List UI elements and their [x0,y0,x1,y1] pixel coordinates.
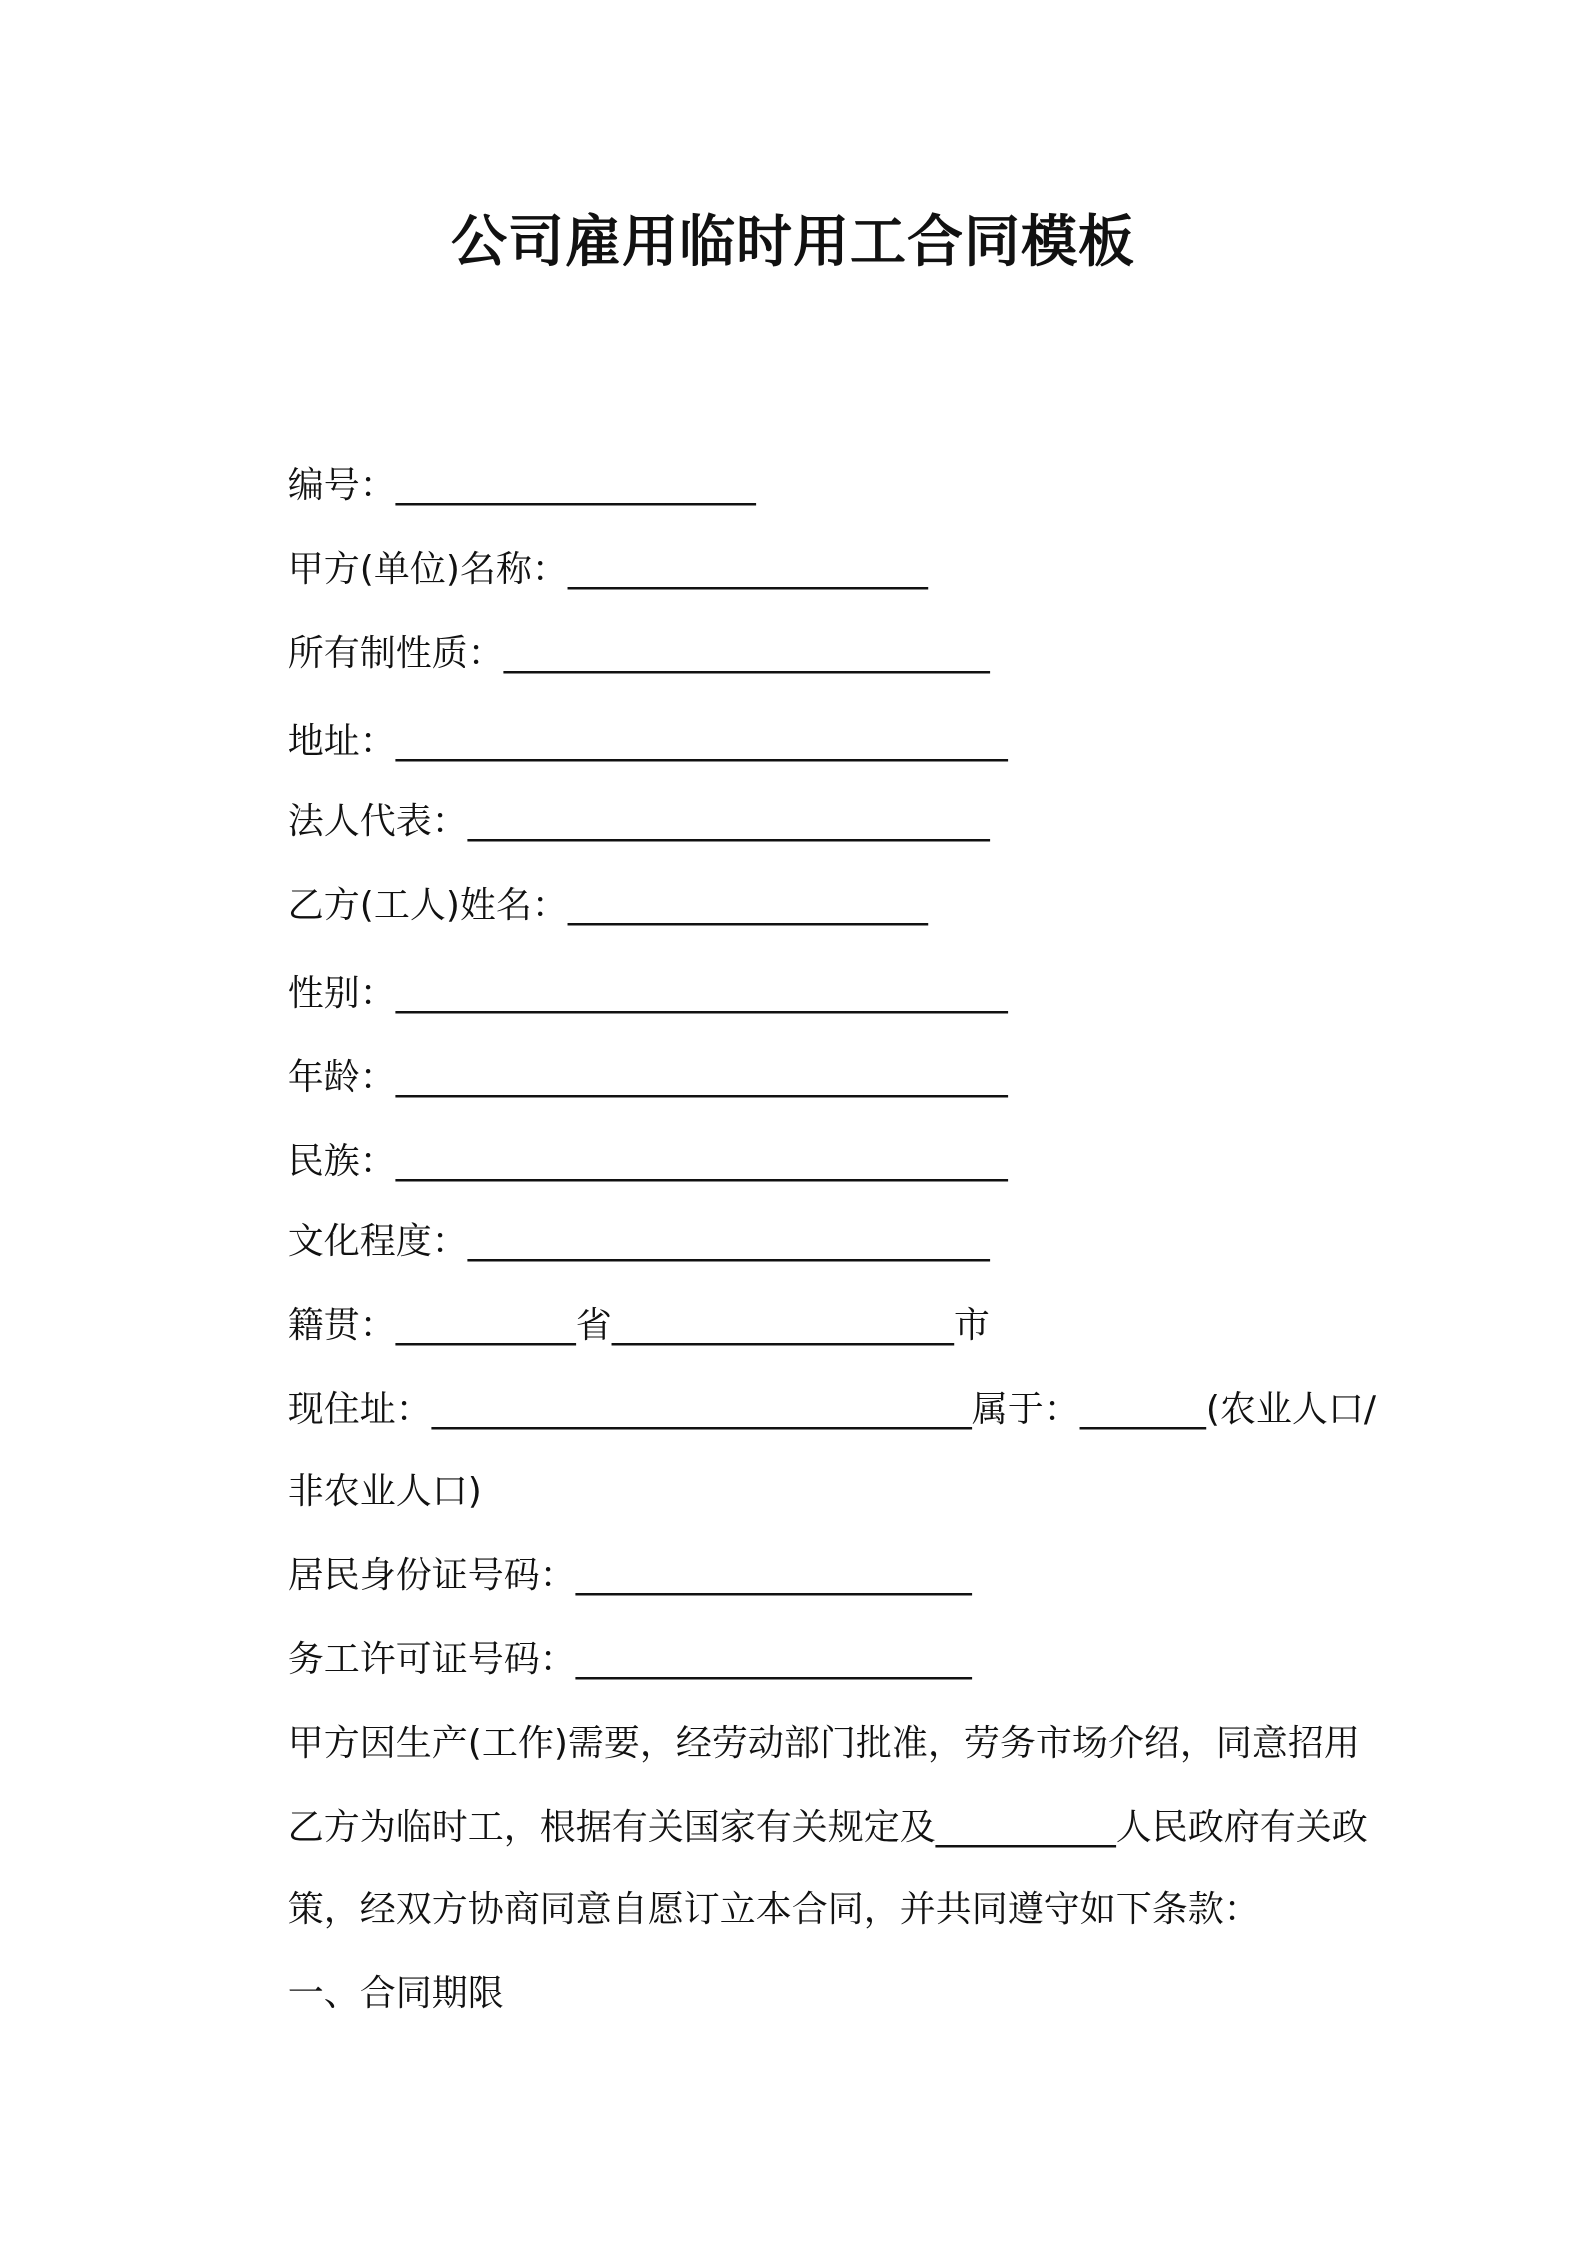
field-blank[interactable]: ______________________ [575,1555,972,1596]
section-heading-contract-term [242,1922,504,2066]
field-blank[interactable]: ______________________________ [431,1389,972,1430]
paragraph-text: 乙方为临时工，根据有关国家有关规定及 [287,1807,936,1848]
field-blank[interactable]: __________________________________ [395,973,1008,1014]
field-label: 民族： [287,1141,396,1182]
belongs-options-cont: 非农业人口) [287,1471,482,1512]
field-blank[interactable]: ______________________ [575,1639,972,1680]
province-blank[interactable]: __________ [395,1305,576,1346]
field-blank[interactable]: ___________________________ [503,633,990,674]
field-label: 现住址： [287,1389,432,1430]
field-blank[interactable]: _____________________________ [467,801,990,842]
field-blank[interactable]: __________________________________ [395,1141,1008,1182]
field-label: 居民身份证号码： [287,1555,576,1596]
document-title: 公司雇用临时用工合同模板 [451,210,1135,275]
paragraph-text: 甲方因生产(工作)需要，经劳动部门批准，劳务市场介绍，同意招用 [287,1723,1360,1764]
field-label: 性别： [287,973,396,1014]
belongs-options: (农业人口/ [1205,1389,1376,1430]
field-blank[interactable]: ____________________ [395,465,756,506]
field-label: 乙方(工人)姓名： [287,885,568,926]
field-label: 所有制性质： [287,633,504,674]
field-label: 地址： [287,721,396,762]
field-label: 文化程度： [287,1221,468,1262]
field-blank[interactable]: __________________________________ [395,1057,1008,1098]
belongs-label: 属于： [971,1389,1080,1430]
field-label: 籍贯： [287,1305,396,1346]
field-label: 甲方(单位)名称： [287,549,568,590]
field-blank[interactable]: __________________________________ [395,721,1008,762]
section-heading: 一、合同期限 [287,1973,504,2014]
field-label: 年龄： [287,1057,396,1098]
field-label: 务工许可证号码： [287,1639,576,1680]
field-label: 编号： [287,465,396,506]
province-unit: 省 [575,1305,612,1346]
paragraph-text: 人民政府有关政 [1115,1807,1368,1848]
city-unit: 市 [953,1305,990,1346]
city-blank[interactable]: ___________________ [611,1305,954,1346]
paragraph-text: 策，经双方协商同意自愿订立本合同，并共同遵守如下条款： [287,1889,1260,1930]
government-blank[interactable]: __________ [935,1807,1116,1848]
field-blank[interactable]: ____________________ [567,885,928,926]
field-label: 法人代表： [287,801,468,842]
field-blank[interactable]: ____________________ [567,549,928,590]
belongs-blank[interactable]: _______ [1079,1389,1206,1430]
field-blank[interactable]: _____________________________ [467,1221,990,1262]
